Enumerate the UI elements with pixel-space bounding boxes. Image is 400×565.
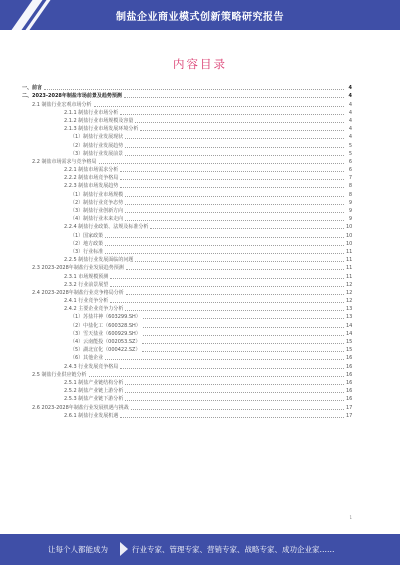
toc-leader-dots xyxy=(131,409,344,410)
toc-entry-label: （2）制盐行业发展趋势 xyxy=(70,142,124,149)
toc-entry[interactable] xyxy=(22,133,352,141)
toc-entry[interactable] xyxy=(22,207,352,215)
toc-entry[interactable] xyxy=(22,231,352,239)
toc-entry-page: 16 xyxy=(346,371,353,378)
toc-leader-dots xyxy=(124,97,344,98)
toc-entry-label: （4）云南能投（002053.SZ） xyxy=(70,339,141,345)
toc-leader-dots xyxy=(125,400,344,401)
toc-leader-dots xyxy=(99,163,344,164)
toc-leader-dots xyxy=(126,294,344,295)
toc-entry-label: 一、前言 xyxy=(22,85,43,92)
toc-entry-page: 12 xyxy=(346,289,353,296)
toc-entry-label: （2）制盐行业竞争态势 xyxy=(70,199,124,206)
toc-entry[interactable] xyxy=(22,166,352,174)
toc-entry[interactable] xyxy=(22,223,352,231)
toc-leader-dots xyxy=(120,114,344,115)
toc-entry-page: 4 xyxy=(348,85,352,92)
toc-entry-label: 2.3.2 行业前景展望 xyxy=(64,281,109,288)
toc-leader-dots xyxy=(125,155,344,156)
toc-entry-page: 15 xyxy=(346,347,353,354)
toc-leader-dots xyxy=(110,302,344,303)
header-band xyxy=(0,0,400,30)
toc-leader-dots xyxy=(143,318,344,319)
toc-entry-page: 13 xyxy=(346,306,353,313)
toc-entry-page: 17 xyxy=(346,404,353,411)
toc-entry-label: 2.5.1 制盐产业链结构分析 xyxy=(64,379,124,386)
toc-entry-page: 5 xyxy=(348,142,352,149)
toc-entry-page: 16 xyxy=(346,388,353,395)
toc-leader-dots xyxy=(110,286,344,287)
toc-entry-label: 2.4.3 行业发展竞争格局 xyxy=(64,363,119,370)
toc-entry[interactable] xyxy=(22,313,352,321)
toc-entry[interactable] xyxy=(22,109,352,117)
toc-entry-page: 17 xyxy=(346,412,353,419)
toc-leader-dots xyxy=(125,392,344,393)
toc-entry-label: （1）国家政策 xyxy=(70,232,104,239)
toc-leader-dots xyxy=(125,310,344,311)
toc-entry-label: 2.2.5 制盐行业发展面临的问题 xyxy=(64,257,134,264)
toc-entry-page: 9 xyxy=(348,199,352,206)
toc-entry[interactable] xyxy=(22,321,352,329)
toc-leader-dots xyxy=(125,147,344,148)
toc-entry[interactable] xyxy=(22,272,352,280)
toc-entry-page: 9 xyxy=(348,216,352,223)
toc-leader-dots xyxy=(125,196,344,197)
toc-entry-page: 4 xyxy=(348,109,352,116)
toc-entry[interactable] xyxy=(22,100,352,108)
toc-entry-label: （6）其他企业 xyxy=(70,355,104,362)
toc-entry-label: 2.1 制盐行业宏观市场分析 xyxy=(32,101,92,108)
toc-entry[interactable] xyxy=(22,281,352,289)
toc-entry[interactable] xyxy=(22,84,352,92)
toc-entry-page: 12 xyxy=(346,281,353,288)
toc-entry-page: 6 xyxy=(348,167,352,174)
toc-leader-dots xyxy=(126,269,344,270)
toc-entry[interactable] xyxy=(22,248,352,256)
toc-entry[interactable] xyxy=(22,256,352,264)
toc-entry[interactable] xyxy=(22,182,352,190)
toc-entry-label: 2.6 2023-2028年制盐行业发展机遇与挑战 xyxy=(32,404,129,411)
toc-entry[interactable] xyxy=(22,362,352,370)
toc-leader-dots xyxy=(120,171,344,172)
toc-leader-dots xyxy=(120,368,344,369)
toc-entry-page: 16 xyxy=(346,355,353,362)
toc-entry-label: 2.4 2023-2028年制盐行业竞争格局分析 xyxy=(32,289,124,296)
toc-leader-dots xyxy=(142,343,344,344)
toc-entry[interactable] xyxy=(22,387,352,395)
toc-leader-dots xyxy=(150,228,344,229)
toc-leader-dots xyxy=(125,220,344,221)
toc-entry-label: 2.1.3 制盐行业市场发展环境分析 xyxy=(64,126,139,133)
footer-slogan-right: 行业专家、管理专家、营销专家、战略专家、成功企业家…… xyxy=(132,545,335,554)
toc-entry[interactable] xyxy=(22,150,352,158)
toc-entry[interactable] xyxy=(22,403,352,411)
toc-heading: 内容目录 xyxy=(173,57,227,71)
toc-leader-dots xyxy=(94,106,344,107)
footer-band xyxy=(0,534,400,565)
toc-entry-label: 2.5.2 制盐产业链上游分析 xyxy=(64,388,124,395)
toc-entry-page: 4 xyxy=(348,126,352,133)
toc-entry-page: 5 xyxy=(348,150,352,157)
toc-entry-page: 4 xyxy=(348,117,352,124)
toc-entry-label: （2）中盐化工（600328.SH） xyxy=(70,322,141,329)
toc-entry-page: 6 xyxy=(348,158,352,165)
toc-entry-page: 4 xyxy=(348,93,352,100)
toc-entry[interactable] xyxy=(22,346,352,354)
toc-entry-label: 2.2.4 制盐行业政策、法规及标准分析 xyxy=(64,224,149,231)
toc-leader-dots xyxy=(125,212,344,213)
toc-leader-dots xyxy=(125,384,344,385)
toc-entry-label: 2.6.1 制盐行业发展机遇 xyxy=(64,412,119,419)
toc-entry-page: 14 xyxy=(346,322,353,329)
toc-leader-dots xyxy=(135,261,344,262)
toc-leader-dots xyxy=(140,130,344,131)
toc-leader-dots xyxy=(120,417,344,418)
toc-entry[interactable] xyxy=(22,412,352,420)
toc-entry-page: 9 xyxy=(348,208,352,214)
toc-entry[interactable] xyxy=(22,330,352,338)
toc-entry-label: 2.4.2 主要企业竞争力分析 xyxy=(64,306,124,313)
table-of-contents xyxy=(22,84,352,420)
toc-leader-dots xyxy=(143,335,344,336)
toc-leader-dots xyxy=(125,204,344,205)
toc-entry[interactable] xyxy=(22,338,352,346)
toc-entry-label: 2.5.3 制盐产业链下游分析 xyxy=(64,396,124,403)
document-title: 制盐企业商业模式创新策略研究报告 xyxy=(116,12,284,23)
toc-entry-label: 2.2.1 制盐市场需求分析 xyxy=(64,167,119,174)
toc-entry[interactable] xyxy=(22,141,352,149)
toc-entry[interactable] xyxy=(22,215,352,223)
toc-entry-label: （1）苏盐井神（603299.SH） xyxy=(70,314,141,321)
arrow-icon xyxy=(120,542,128,556)
toc-entry-label: （1）制盐行业市场规模 xyxy=(70,191,124,198)
toc-entry-page: 11 xyxy=(346,257,353,264)
toc-entry-page: 11 xyxy=(346,265,353,272)
toc-entry[interactable] xyxy=(22,289,352,297)
toc-entry-page: 11 xyxy=(346,248,353,255)
toc-entry-label: 2.1.2 制盐行业市场规模及容量 xyxy=(64,117,134,124)
toc-entry-label: （3）雪天盐业（600929.SH） xyxy=(70,330,141,337)
toc-entry[interactable] xyxy=(22,174,352,182)
toc-entry-page: 8 xyxy=(348,183,352,190)
toc-entry-label: （4）制盐行业未来走向 xyxy=(70,216,124,223)
toc-entry-label: （3）制盐行业发展前景 xyxy=(70,150,124,157)
toc-leader-dots xyxy=(120,187,344,188)
footer-slogan-left: 让每个人都能成为 xyxy=(48,545,108,554)
toc-entry-label: 二、2023-2028年制盐市场前景及趋势预测 xyxy=(22,93,122,100)
toc-entry-page: 15 xyxy=(346,339,353,345)
toc-entry[interactable] xyxy=(22,240,352,248)
toc-leader-dots xyxy=(105,253,344,254)
toc-entry-page: 14 xyxy=(346,330,353,337)
toc-entry-page: 13 xyxy=(346,314,353,321)
toc-entry-page: 10 xyxy=(346,224,353,231)
toc-entry-page: 16 xyxy=(346,379,353,386)
toc-entry-page: 4 xyxy=(348,134,352,141)
toc-entry[interactable] xyxy=(22,92,352,100)
toc-leader-dots xyxy=(143,327,344,328)
toc-entry[interactable] xyxy=(22,199,352,207)
toc-entry-label: 2.4.1 行业竞争分析 xyxy=(64,298,109,305)
toc-leader-dots xyxy=(120,179,344,180)
toc-entry-label: 2.2 制盐市场需求与竞争格局 xyxy=(32,158,97,165)
toc-entry-label: 2.2.3 制盐市场发展趋势 xyxy=(64,183,119,190)
toc-leader-dots xyxy=(105,237,344,238)
toc-entry-label: （5）湖北宜化（000422.SZ） xyxy=(70,347,141,354)
toc-leader-dots xyxy=(44,89,344,90)
toc-leader-dots xyxy=(89,376,344,377)
toc-entry[interactable] xyxy=(22,379,352,387)
toc-entry-page: 7 xyxy=(348,175,352,182)
toc-leader-dots xyxy=(125,138,344,139)
toc-entry-label: 2.1.1 制盐行业市场分析 xyxy=(64,109,119,116)
toc-leader-dots xyxy=(105,359,344,360)
toc-entry-label: （2）地方政策 xyxy=(70,240,104,247)
toc-entry[interactable] xyxy=(22,158,352,166)
toc-entry[interactable] xyxy=(22,117,352,125)
toc-entry-label: （3）行业标准 xyxy=(70,248,104,255)
toc-entry-page: 16 xyxy=(346,396,353,403)
toc-entry-label: （3）制盐行业创新方向 xyxy=(70,208,124,214)
toc-entry-label: 2.5 制盐行业供应链分析 xyxy=(32,371,87,378)
toc-entry-label: 2.3.1 市场规模预测 xyxy=(64,273,109,280)
toc-entry-page: 16 xyxy=(346,363,353,370)
toc-entry-page: 10 xyxy=(346,240,353,247)
toc-entry[interactable] xyxy=(22,125,352,133)
page-number: 1 xyxy=(349,515,352,520)
toc-entry-page: 10 xyxy=(346,232,353,239)
toc-leader-dots xyxy=(105,245,344,246)
toc-entry[interactable] xyxy=(22,395,352,403)
toc-entry[interactable] xyxy=(22,354,352,362)
toc-leader-dots xyxy=(110,278,344,279)
toc-entry[interactable] xyxy=(22,297,352,305)
toc-leader-dots xyxy=(135,122,344,123)
toc-leader-dots xyxy=(142,351,344,352)
toc-entry-page: 4 xyxy=(348,101,352,108)
toc-entry-page: 11 xyxy=(346,273,353,280)
toc-entry[interactable] xyxy=(22,264,352,272)
toc-entry-page: 8 xyxy=(348,191,352,198)
toc-entry[interactable] xyxy=(22,371,352,379)
toc-entry-label: 2.3 2023-2028年制盐行业发展趋势预测 xyxy=(32,265,124,272)
toc-entry-page: 12 xyxy=(346,298,353,305)
toc-entry[interactable] xyxy=(22,190,352,198)
toc-entry-label: 2.2.2 制盐市场竞争格局 xyxy=(64,175,119,182)
toc-entry[interactable] xyxy=(22,305,352,313)
toc-entry-label: （1）制盐行业发展现状 xyxy=(70,134,124,141)
